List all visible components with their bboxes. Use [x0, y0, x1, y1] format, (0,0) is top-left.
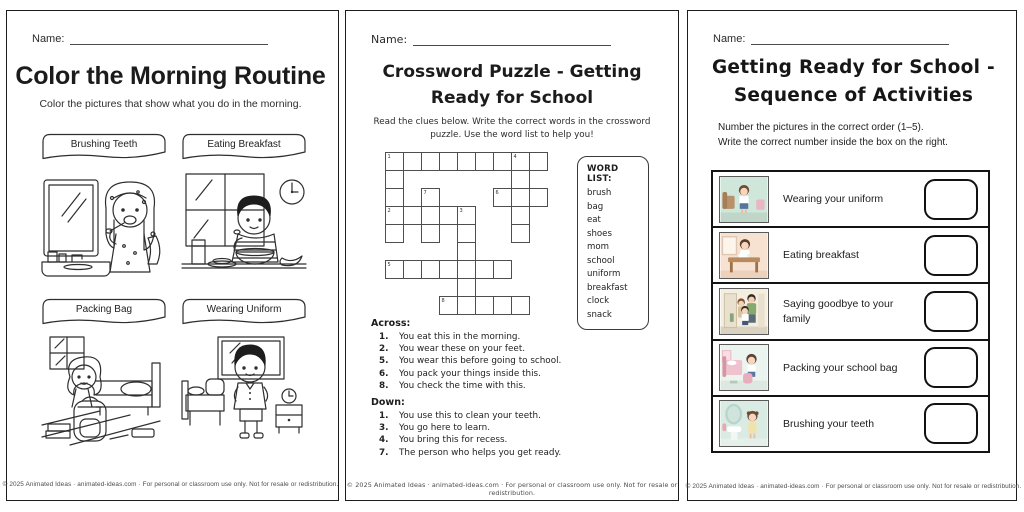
panel-label: Brushing Teeth [70, 139, 138, 150]
across-heading: Across: [371, 318, 411, 329]
panel-wearing-uniform[interactable] [180, 298, 308, 453]
crossword-cell[interactable] [385, 170, 404, 189]
clue-number: 8. [379, 380, 389, 391]
sequence-label: Wearing your uniform [783, 193, 884, 206]
clue-number: 7. [379, 447, 389, 458]
word-list-item: bag [587, 201, 604, 212]
across-clues [379, 331, 649, 392]
clue-row [379, 355, 649, 367]
panel-packing-bag[interactable] [40, 298, 168, 453]
sequence-table [711, 170, 990, 453]
name-input-line[interactable] [70, 33, 268, 45]
wearing-uniform-thumbnail-icon [719, 176, 769, 223]
eating-breakfast-thumbnail-icon [719, 232, 769, 279]
clue-row [379, 447, 649, 459]
clue-text: You wear these on your feet. [399, 344, 526, 355]
name-input-line[interactable] [413, 34, 611, 46]
brushing-teeth-thumbnail-icon [719, 400, 769, 447]
crossword-cell-number: 3 [459, 207, 463, 214]
panel-label: Eating Breakfast [207, 139, 281, 150]
page2-title-line1: Crossword Puzzle - Getting [382, 62, 642, 82]
crossword-cell[interactable] [457, 152, 476, 171]
crossword-cell[interactable] [421, 224, 440, 243]
crossword-cell[interactable] [385, 260, 404, 279]
clue-row [379, 331, 649, 343]
clue-text: You use this to clean your teeth. [399, 411, 541, 421]
page3-title-line2: Sequence of Activities [733, 85, 974, 106]
word-list-item: clock [587, 296, 610, 306]
crossword-cell[interactable] [493, 296, 512, 315]
crossword-cell[interactable] [457, 278, 476, 297]
crossword-cell[interactable] [457, 206, 476, 225]
page3-instruction-line2: Write the correct number inside the box on the right. [718, 137, 948, 148]
crossword-cell[interactable] [511, 296, 530, 315]
crossword-cell[interactable] [439, 206, 458, 225]
word-list-item: snack [587, 309, 612, 320]
word-list-item: breakfast [587, 282, 628, 293]
clue-row [379, 422, 649, 434]
name-input-line[interactable] [751, 33, 949, 45]
panel-brushing-teeth[interactable] [40, 133, 168, 290]
down-heading: Down: [371, 397, 405, 408]
crossword-cell[interactable] [457, 260, 476, 279]
panel-eating-breakfast[interactable] [180, 133, 308, 290]
packing-bag-thumbnail-icon [719, 344, 769, 391]
crossword-cell[interactable] [511, 224, 530, 243]
crossword-cell[interactable] [439, 296, 458, 315]
clue-number: 2. [379, 344, 389, 355]
crossword-cell[interactable] [493, 188, 512, 207]
sequence-label: Packing your school bag [783, 361, 898, 374]
sequence-row-wearing-uniform [713, 172, 988, 228]
word-list-item: school [587, 255, 615, 266]
crossword-cell-number: 5 [387, 261, 391, 268]
clue-row [379, 380, 649, 392]
clue-text: The person who helps you get ready. [399, 447, 562, 458]
page1-footer: © 2025 Animated Ideas · animated-ideas.com · For personal or classroom use only. Not for resale or redistribution. [2, 481, 339, 488]
crossword-cell[interactable] [385, 188, 404, 207]
down-clues [379, 410, 649, 459]
sequence-row-saying-goodbye [713, 284, 988, 340]
crossword-cell[interactable] [421, 188, 440, 207]
panel-banner [180, 133, 308, 164]
clue-text: You check the time with this. [399, 380, 526, 391]
crossword-cell[interactable] [403, 206, 422, 225]
crossword-cell[interactable] [457, 242, 476, 261]
panel-banner [40, 133, 168, 164]
clue-number: 1. [379, 411, 389, 421]
crossword-cell[interactable] [403, 152, 422, 171]
name-label: Name: [371, 33, 408, 46]
crossword-cell[interactable] [385, 224, 404, 243]
crossword-cell[interactable] [475, 152, 494, 171]
clue-text: You bring this for recess. [399, 435, 508, 446]
crossword-cell[interactable] [421, 260, 440, 279]
crossword-grid [385, 152, 549, 316]
word-list-items [587, 187, 644, 322]
crossword-cell[interactable] [529, 152, 548, 171]
panel-label: Packing Bag [75, 304, 133, 315]
page2-subtitle-line2: puzzle. Use the word list to help you! [430, 130, 594, 140]
crossword-cell[interactable] [421, 206, 440, 225]
crossword-cell[interactable] [439, 152, 458, 171]
crossword-cell-number: 1 [387, 153, 391, 160]
sequence-row-eating-breakfast [713, 228, 988, 284]
word-list-box [577, 156, 649, 330]
crossword-cell[interactable] [475, 296, 494, 315]
clue-text: You wear this before going to school. [399, 356, 562, 367]
page-sequence-of-activities [683, 0, 1024, 512]
clue-row [379, 434, 649, 446]
clue-row [379, 368, 649, 380]
sequence-label: Brushing your teeth [783, 417, 875, 430]
clue-number: 6. [379, 368, 389, 379]
clue-number: 3. [379, 423, 389, 434]
clue-number: 5. [379, 356, 389, 367]
answer-box-3[interactable] [924, 291, 978, 332]
sequence-row-brushing-teeth [713, 397, 988, 451]
word-list-item: uniform [587, 269, 621, 279]
crossword-cell[interactable] [511, 206, 530, 225]
crossword-cell[interactable] [457, 296, 476, 315]
clue-number: 4. [379, 435, 389, 446]
page1-name-row [32, 33, 272, 45]
page3-instruction-line1: Number the pictures in the correct order (1–5). [718, 122, 924, 133]
panel-banner [40, 298, 168, 329]
crossword-cell[interactable] [403, 260, 422, 279]
page2-subtitle-line1: Read the clues below. Write the correct words in the crossword [373, 117, 651, 127]
clue-text: You pack your things inside this. [399, 368, 541, 379]
crossword-cell-number: 8 [441, 297, 445, 304]
name-label: Name: [32, 33, 65, 45]
clue-text: You go here to learn. [399, 423, 491, 434]
answer-box-4[interactable] [924, 347, 978, 388]
clue-row [379, 343, 649, 355]
page2-title-line2: Ready for School [430, 88, 594, 108]
name-label: Name: [713, 33, 746, 45]
page2-name-row [371, 33, 613, 46]
page2-footer: © 2025 Animated Ideas · animated-ideas.com · For personal or classroom use only. Not for resale or redistribution. [346, 481, 678, 497]
panel-label: Wearing Uniform [206, 304, 282, 315]
brushing-teeth-illustration-icon [40, 168, 168, 290]
crossword-cell[interactable] [385, 152, 404, 171]
crossword-cell[interactable] [439, 260, 458, 279]
crossword-cell[interactable] [475, 260, 494, 279]
crossword-cell[interactable] [493, 260, 512, 279]
answer-box-2[interactable] [924, 235, 978, 276]
page1-subtitle: Color the pictures that show what you do in the morning. [39, 98, 302, 110]
clue-number: 1. [379, 332, 389, 342]
packing-bag-illustration-icon [40, 333, 168, 453]
sequence-label: Eating breakfast [783, 249, 859, 262]
page-crossword-puzzle [341, 0, 683, 512]
answer-box-5[interactable] [924, 403, 978, 444]
panel-banner [180, 298, 308, 329]
page3-name-row [713, 33, 955, 45]
sequence-row-packing-bag [713, 341, 988, 397]
crossword-cell[interactable] [421, 152, 440, 171]
crossword-cell[interactable] [385, 206, 404, 225]
crossword-cell[interactable] [511, 152, 530, 171]
page3-title-line1: Getting Ready for School - [711, 57, 996, 78]
word-list-title: WORD LIST: [587, 164, 619, 184]
clue-row [379, 410, 649, 422]
answer-box-1[interactable] [924, 179, 978, 220]
wearing-uniform-illustration-icon [180, 333, 308, 453]
crossword-cell[interactable] [511, 188, 530, 207]
crossword-cell-number: 2 [387, 207, 391, 214]
sequence-label: Saying goodbye to your family [783, 298, 894, 325]
word-list-item: shoes [587, 228, 612, 239]
crossword-cell[interactable] [529, 188, 548, 207]
crossword-cell-number: 6 [495, 189, 499, 196]
eating-breakfast-illustration-icon [180, 168, 308, 290]
crossword-cell-number: 4 [513, 153, 517, 160]
crossword-cell[interactable] [457, 224, 476, 243]
page3-footer: © 2025 Animated Ideas · animated-ideas.com · For personal or classroom use only. Not for resale or redistribution. [685, 483, 1022, 490]
page-color-morning-routine [0, 0, 341, 512]
saying-goodbye-thumbnail-icon [719, 288, 769, 335]
word-list-item: eat [587, 215, 601, 225]
crossword-cell-number: 7 [423, 189, 427, 196]
crossword-cell[interactable] [511, 170, 530, 189]
word-list-item: brush [587, 188, 612, 198]
word-list-item: mom [587, 242, 610, 252]
page1-title: Color the Morning Routine [15, 62, 326, 90]
clue-text: You eat this in the morning. [399, 332, 521, 342]
crossword-cell[interactable] [493, 152, 512, 171]
